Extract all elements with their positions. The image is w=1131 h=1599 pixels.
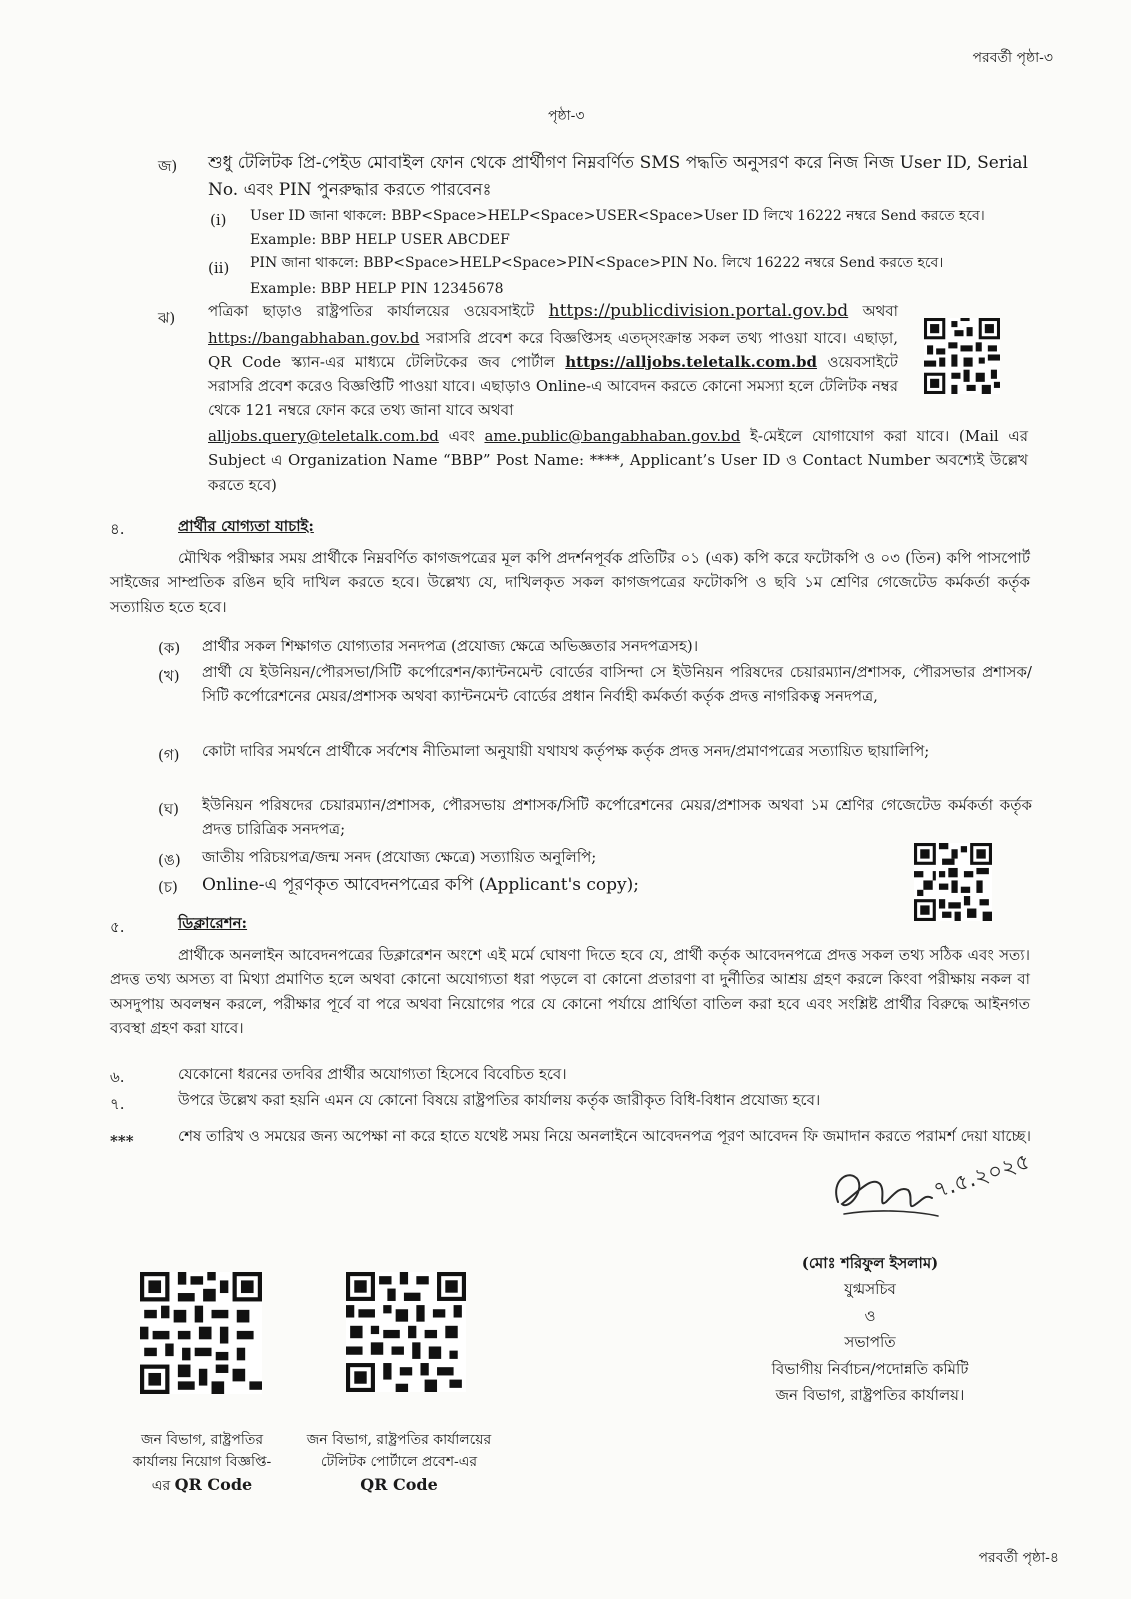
section5-text: প্রার্থীকে অনলাইন আবেদনপত্রের ডিক্লারেশন অংশে এই মর্মে ঘোষণা দিতে হবে যে, প্রার্থী কর্তৃক আবেদনপত্রে প্রদত্ত সকল তথ্য সঠিক এবং সত্য। প্রদত্ত তথ্য অসত্য বা মিথ্যা প্রমাণিত হলে অথবা কোনো অযোগ্যতা ধরা পড়লে বা কোনো প্রতারণা বা দুর্নীতির আশ্রয় গ্রহণ করলে কিংবা পরীক্ষায় নকল বা অসদুপায় অবলম্বন করলে, পরীক্ষার পূর্বে বা পরে অথবা নিয়োগের পরে যে কোনো পর্যায়ে প্রার্থিতা বাতিল করা হবে এবং সংশ্লিষ্ট প্রার্থীর বিরুদ্ধে আইনগত ব্যবস্থা গ্রহণ করা যাবে। (110, 946, 1030, 1037)
qr-caption-left-line3-wrap (110, 1473, 294, 1498)
qr-code-right-icon (346, 1272, 466, 1392)
next-page-top: পরবর্তী পৃষ্ঠা-৩ (972, 50, 1053, 66)
item-j-sub2-line1: PIN জানা থাকলে: BBP<Space>HELP<Space>PIN<Space>PIN No. লিখে 16222 নম্বরে Send করতে হবে। (250, 255, 944, 271)
signatory-office-block (700, 1356, 1040, 1409)
signatory-office: জন বিভাগ, রাষ্ট্রপতির কার্যালয়। (775, 1386, 965, 1405)
section5-heading: ডিক্লারেশন: (178, 914, 248, 932)
item-j-sub1-line1: User ID জানা থাকলে: BBP<Space>HELP<Space>USER<Space>User ID লিখে 16222 নম্বরে Send করতে হবে। (250, 208, 985, 224)
signatory-name: (মোঃ শরিফুল ইসলাম) (801, 1254, 939, 1272)
section4-item-ka-marker: (ক) (158, 639, 181, 657)
item-jh-paragraph (208, 298, 898, 423)
note-text: শেষ তারিখ ও সময়ের জন্য অপেক্ষা না করে হাতে যথেষ্ট সময় নিয়ে অনলাইনে আবেদনপত্র পূরণ আবেদন ফি জমাদান করতে পরামর্শ দেয়া যাচ্ছে। (178, 1127, 1031, 1145)
section4-item-kha-marker: (খ) (158, 667, 180, 685)
item-j-sub1-line2: Example: BBP HELP USER ABCDEF (250, 232, 510, 248)
note-marker: *** (110, 1132, 134, 1150)
item-j-sub1-marker: (i) (210, 211, 227, 229)
signatory-and: ও (864, 1306, 876, 1325)
qr-code-icon (914, 843, 992, 921)
item-j-sub2-line2: Example: BBP HELP PIN 12345678 (250, 281, 504, 297)
item-jh-paragraph-2 (208, 424, 1028, 497)
section7-number: ৭. (110, 1095, 125, 1113)
item-jh-text6: ই-মেইলে যোগাযোগ করা যাবে। (Mail এর Subject এ Organization Name “BBP” Post Name: ****, Applicant’s User ID ও Contact Number অবশ্যেই উল্লেখ করতে হবে) (208, 427, 1028, 494)
section4-item-ga: কোটা দাবির সমর্থনে প্রার্থীকে সর্বশেষ নীতিমালা অনুযায়ী যথাযথ কর্তৃপক্ষ কর্তৃক প্রদত্ত সনদ/প্রমাণপত্রের সত্যায়িত ছায়ালিপি; (202, 742, 930, 760)
portal-link[interactable]: https://publicdivision.portal.gov.bd (548, 301, 849, 321)
section4-item-cha: Online-এ পূরণকৃত আবেদনপত্রের কপি (Applicant's copy); (202, 875, 639, 895)
section4-item-cha-marker: (চ) (158, 878, 178, 896)
signatory-block (760, 1250, 980, 1355)
qr-caption-left (110, 1430, 294, 1498)
section6-text: যেকোনো ধরনের তদবির প্রার্থীর অযোগ্যতা হিসেবে বিবেচিত হবে। (178, 1065, 567, 1083)
qr-caption-left-line4: QR Code (174, 1475, 253, 1495)
item-jh-text5: এবং (448, 427, 475, 445)
next-page-footer: পরবর্তী পৃষ্ঠা-৪ (978, 1550, 1059, 1566)
section4-item-gha-marker: (ঘ) (158, 800, 179, 818)
qr-caption-left-line1: জন বিভাগ, রাষ্ট্রপতির (140, 1432, 264, 1448)
section5-number: ৫. (110, 918, 125, 936)
item-j-text: শুধু টেলিটক প্রি-পেইড মোবাইল ফোন থেকে প্রার্থীগণ নিম্নবর্ণিত SMS পদ্ধতি অনুসরণ করে নিজ নিজ User ID, Serial No. এবং PIN পুনরুদ্ধার করতে পারবেনঃ (208, 153, 1028, 201)
section4-item-nga: জাতীয় পরিচয়পত্র/জন্ম সনদ (প্রযোজ্য ক্ষেত্রে) সত্যায়িত অনুলিপি; (202, 848, 597, 866)
qr-caption-left-line3: এর (151, 1478, 171, 1495)
signatory-title2: সভাপতি (844, 1332, 896, 1351)
section4-item-ga-marker: (গ) (158, 746, 180, 764)
section4-item-kha: প্রার্থী যে ইউনিয়ন/পৌরসভা/সিটি কর্পোরেশন/ক্যান্টনমেন্ট বোর্ডের বাসিন্দা সে ইউনিয়ন পরিষদের চেয়ারম্যান/প্রশাসক, পৌরসভার প্রশাসক/সিটি কর্পোরেশনের মেয়র/প্রশাসক অথবা ক্যান্টনমেন্ট বোর্ডের প্রধান নির্বাহী কর্মকর্তা কর্তৃক প্রদত্ত নাগরিকত্ব সনদপত্র, (202, 663, 1032, 706)
item-jh-text2: অথবা (862, 302, 898, 320)
bangabhaban-link[interactable]: https://bangabhaban.gov.bd (208, 328, 420, 347)
signature-date: ৭.৫.২০২৫ (930, 1149, 1034, 1204)
alljobs-link[interactable]: https://alljobs.teletalk.com.bd (565, 352, 818, 371)
ame-public-email[interactable]: ame.public@bangabhaban.gov.bd (484, 427, 741, 445)
qr-caption-right (296, 1430, 502, 1498)
page-number: পৃষ্ঠা-৩ (548, 108, 585, 124)
section4-heading: প্রার্থীর যোগ্যতা যাচাই: (178, 517, 314, 535)
qr-caption-right-line2: টেলিটক পোর্টালে প্রবেশ-এর (320, 1453, 478, 1470)
item-jh-text1: পত্রিকা ছাড়াও রাষ্ট্রপতির কার্যালয়ের ওয়েবসাইটে (208, 302, 535, 320)
item-jh-marker: ঝ) (158, 309, 176, 327)
qr-caption-right-line3: QR Code (360, 1475, 438, 1495)
section7-text: উপরে উল্লেখ করা হয়নি এমন যে কোনো বিষয়ে রাষ্ট্রপতির কার্যালয় কর্তৃক জারীকৃত বিধি-বিধান প্রযোজ্য হবে। (178, 1091, 821, 1109)
section6-number: ৬. (110, 1068, 125, 1086)
item-j-sub2-marker: (ii) (208, 259, 230, 277)
qr-code-left-icon (140, 1272, 262, 1394)
section4-number: ৪. (110, 520, 125, 538)
qr-caption-left-line2: কার্যালয় নিয়োগ বিজ্ঞপ্তি- (132, 1453, 272, 1470)
signature-image (820, 1149, 1034, 1240)
item-j-marker: জ) (158, 157, 178, 175)
section4-intro: মৌখিক পরীক্ষার সময় প্রার্থীকে নিম্নবর্ণিত কাগজপত্রের মূল কপি প্রদর্শনপূর্বক প্রতিটির ০১ (এক) কপি করে ফটোকপি ও ০৩ (তিন) কপি পাসপোর্ট সাইজের সাম্প্রতিক রঙিন ছবি দাখিল করতে হবে। উল্লেখ্য যে, দাখিলকৃত সকল কাগজপত্রের ফটোকপি ও ছবি ১ম শ্রেণির গেজেটেড কর্মকর্তা কর্তৃক সত্যায়িত হতে হবে। (110, 549, 1030, 616)
signatory-title1: যুগ্মসচিব (844, 1280, 896, 1299)
qr-caption-right-line1: জন বিভাগ, রাষ্ট্রপতির কার্যালয়ের (306, 1432, 492, 1448)
item-jh-text4: ওয়েবসাইটে সরাসরি প্রবেশ করেও বিজ্ঞপ্তিটি পাওয়া যাবে। এছাড়াও Online-এ আবেদন করতে কোনো সমস্যা হলে টেলিটক নম্বর থেকে 121 নম্বরে ফোন করে তথ্য জানা যাবে অথবা (208, 352, 898, 420)
signatory-committee: বিভাগীয় নির্বাচন/পদোন্নতি কমিটি (771, 1360, 969, 1378)
section4-item-ka: প্রার্থীর সকল শিক্ষাগত যোগ্যতার সনদপত্র (প্রযোজ্য ক্ষেত্রে অভিজ্ঞতার সনদপত্রসহ)। (202, 637, 699, 655)
section4-item-nga-marker: (ঙ) (158, 851, 181, 869)
section4-item-gha: ইউনিয়ন পরিষদের চেয়ারম্যান/প্রশাসক, পৌরসভায় প্রশাসক/সিটি কর্পোরেশনের মেয়র/প্রশাসক অথবা ১ম শ্রেণির গেজেটেড কর্মকর্তা কর্তৃক প্রদত্ত চারিত্রিক সনদপত্র; (202, 796, 1032, 839)
qr-code-icon (924, 318, 1000, 394)
item-jh-text3: সরাসরি প্রবেশ করে বিজ্ঞপ্তিসহ এতদ্‌সংক্রান্ত সকল তথ্য পাওয়া যাবে। এছাড়া, QR Code স্ক্যান-এর মাধ্যমে টেলিটকের জব পোর্টাল (208, 328, 899, 371)
alljobs-query-email[interactable]: alljobs.query@teletalk.com.bd (208, 427, 439, 445)
